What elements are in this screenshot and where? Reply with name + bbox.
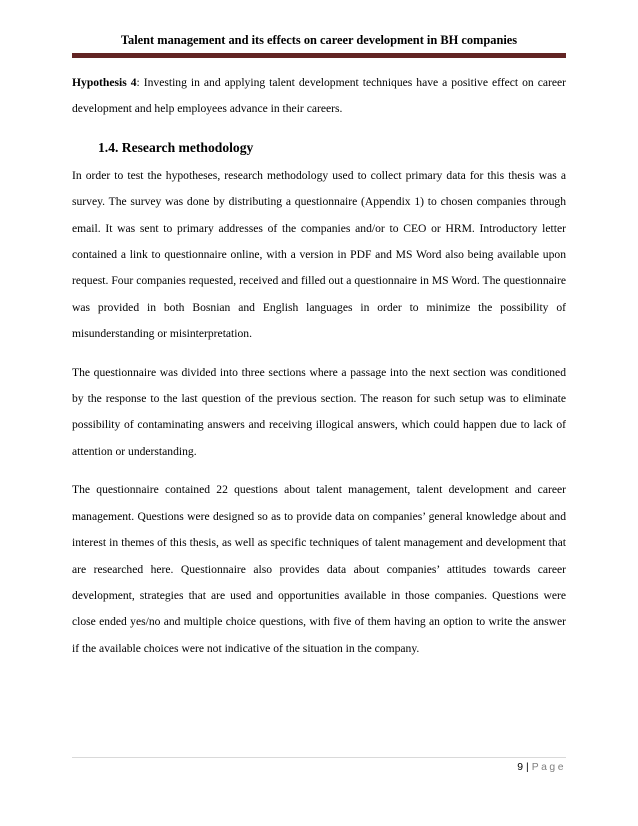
header-rule <box>72 53 566 57</box>
body-paragraph-1: In order to test the hypotheses, research methodology used to collect primary data for this thesis was a survey. The survey was done by distributing a questionnaire (Appendix 1) to chosen companies through email. It was sent to primary addresses of the companies and/or to CEO or HRM. Introductory letter contained a link to questionnaire online, with a version in PDF and MS Word also being available upon request. Four companies requested, received and filled out a questionnaire in MS Word. The questionnaire was provided in both Bosnian and English languages in order to minimize the possibility of misunderstanding or misinterpretation. <box>72 168 566 341</box>
hypothesis-paragraph <box>72 70 566 123</box>
body-paragraph-3: The questionnaire contained 22 questions about talent management, talent development and career management. Questions were designed so as to provide data on companies’ general knowledge about and interest in themes of this thesis, as well as specific techniques of talent management and development that are researched here. Questionnaire also provides data about companies’ attitudes towards career development, strategies that are used and opportunities available in those companies. Questions were close ended yes/no and multiple choice questions, with five of them having an option to write the answer if the available choices were not indicative of the situation in the company. <box>72 483 566 655</box>
page-number: 9 <box>517 762 524 773</box>
hypothesis-text: : Investing in and applying talent development techniques have a positive effect on career development and help employees advance in their careers. <box>72 76 566 116</box>
page-word: Page <box>531 762 566 773</box>
footer-rule <box>72 757 566 758</box>
page-body <box>72 70 566 674</box>
hypothesis-label: Hypothesis 4 <box>72 76 137 89</box>
footer-separator: | <box>526 762 529 773</box>
page-footer <box>517 762 566 773</box>
body-paragraph-2: The questionnaire was divided into three sections where a passage into the next section was conditioned by the response to the last question of the previous section. The reason for such setup was to eliminate possibility of contaminating answers and receiving illogical answers, which could happen due to lack of attention or understanding. <box>72 365 566 458</box>
section-heading: 1.4. Research methodology <box>98 139 254 155</box>
running-header: Talent management and its effects on career development in BH companies <box>120 33 518 47</box>
